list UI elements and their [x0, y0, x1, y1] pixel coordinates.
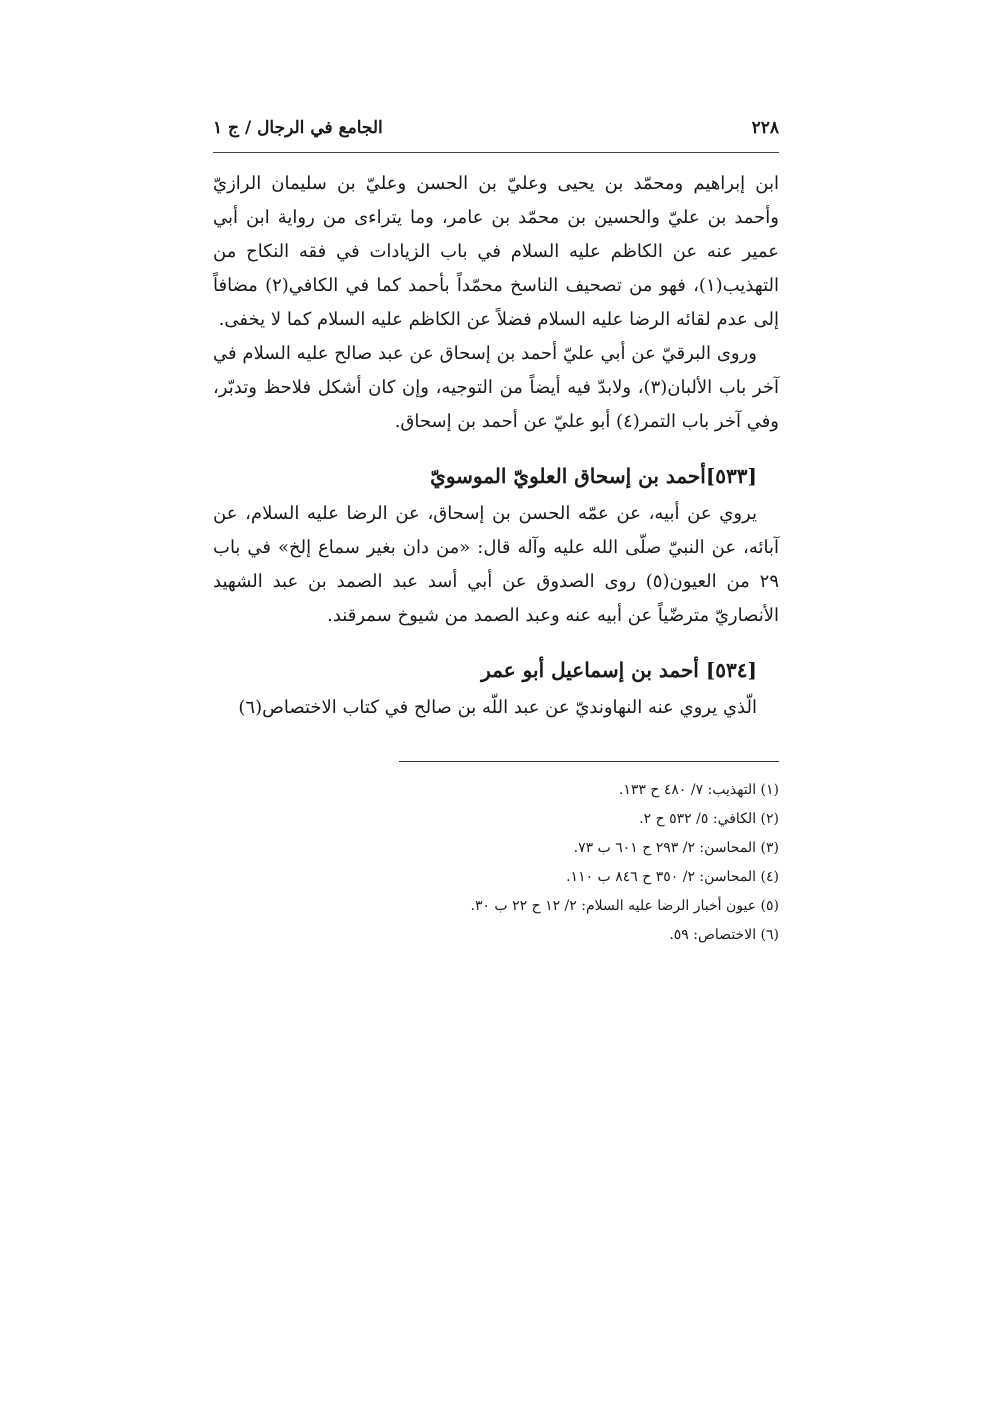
footnotes — [399, 761, 779, 950]
footnote-4: (٤) المحاسن: ٢/ ٣٥٠ ح ٨٤٦ ب ١١٠. — [566, 869, 779, 885]
document-page — [213, 118, 779, 950]
footnote-1: (١) التهذيب: ٧/ ٤٨٠ ح ١٣٣. — [618, 782, 779, 798]
book-title: الجامع في الرجال / ج ١ — [213, 118, 383, 138]
entry-533-heading: [٥٣٣]أحمد بن إسحاق العلويّ الموسويّ — [430, 464, 757, 488]
paragraph-2: وروى البرقيّ عن أبي عليّ أحمد بن إسحاق عن عبد صالح عليه السلام في آخر باب الألبان(٣)، ولابدّ فيه أيضاً من التوجيه، وإن كان أشكل فلاحظ وتدبّر، وفي آخر باب التمر(٤) أبو عليّ عن أحمد بن إسحاق. — [213, 343, 779, 432]
body-text — [213, 167, 779, 725]
footnote-2: (٢) الكافي: ٥/ ٥٣٢ ح ٢. — [639, 811, 779, 827]
footnote-5: (٥) عيون أخبار الرضا عليه السلام: ٢/ ١٢ ح ٢٢ ب ٣٠. — [470, 898, 779, 914]
entry-534-text: الّذي يروي عنه النهاونديّ عن عبد اللّه بن صالح في كتاب الاختصاص(٦) — [238, 697, 757, 718]
entry-534-heading: [٥٣٤] أحمد بن إسماعيل أبو عمر — [481, 658, 757, 682]
page-number: ٢٢٨ — [751, 118, 779, 138]
paragraph-1: ابن إبراهيم ومحمّد بن يحيى وعليّ بن الحسن وعليّ بن سليمان الرازيّ وأحمد بن عليّ والحسين بن محمّد بن عامر، وما يتراءى من رواية ابن أبي عمير عنه عن الكاظم عليه السلام في باب الزيادات في فقه النكاح من التهذيب(١)، فهو من تصحيف الناسخ محمّداً بأحمد كما في الكافي(٢) مضافاً إلى عدم لقائه الرضا عليه السلام فضلاً عن الكاظم عليه السلام كما لا يخفى. — [213, 173, 779, 330]
running-header — [213, 118, 779, 153]
footnote-3: (٣) المحاسن: ٢/ ٢٩٣ ح ٦٠١ ب ٧٣. — [573, 840, 779, 856]
entry-533-text: يروي عن أبيه، عن عمّه الحسن بن إسحاق، عن الرضا عليه السلام، عن آبائه، عن النبيّ صلّى الله عليه وآله قال: «من دان بغير سماع إلخ» في باب ٢٩ من العيون(٥) روى الصدوق عن أبي أسد عبد الصمد بن عبد الشهيد الأنصاريّ مترضّياً عن أبيه عنه وعبد الصمد من شيوخ سمرقند. — [213, 503, 779, 626]
footnote-6: (٦) الاختصاص: ٥٩. — [669, 927, 779, 943]
